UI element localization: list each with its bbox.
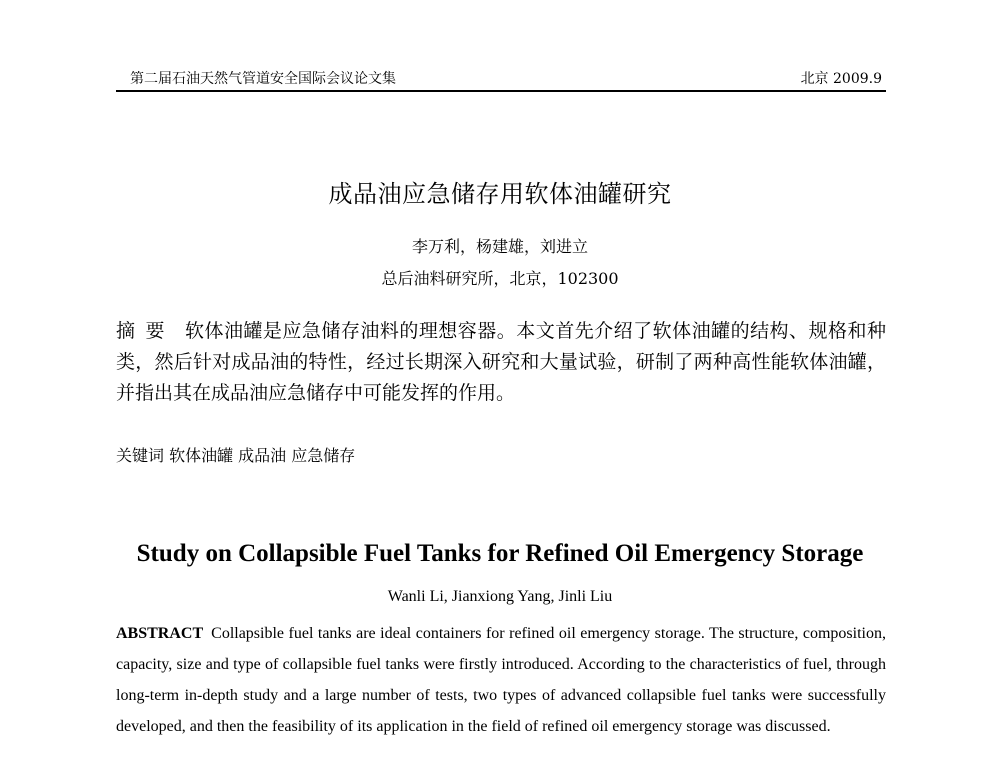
header-place-date: 北京 2009.9	[800, 71, 882, 87]
running-header	[116, 66, 886, 92]
chinese-affiliation: 总后油料研究所，北京，102300	[381, 269, 619, 288]
chinese-abstract-label: 摘要	[116, 320, 175, 342]
header-journal-title: 第二届石油天然气管道安全国际会议论文集	[130, 71, 396, 87]
english-title: Study on Collapsible Fuel Tanks for Refined Oil Emergency Storage	[136, 540, 864, 567]
chinese-abstract	[116, 316, 886, 409]
chinese-keywords: 关键词 软体油罐 成品油 应急储存	[116, 446, 356, 465]
english-abstract-text: Collapsible fuel tanks are ideal containers for refined oil emergency storage. The structure, composition, capacity, size and type of collapsible fuel tanks were firstly introduced. According to the characteristics of fuel, through long-term in-depth study and a large number of tests, two types of advanced collapsible fuel tanks were successfully developed, and then the feasibility of its application in the field of refined oil emergency storage was discussed.	[116, 625, 886, 735]
english-abstract-label: ABSTRACT	[116, 625, 204, 642]
chinese-title: 成品油应急储存用软体油罐研究	[328, 180, 672, 208]
english-authors: Wanli Li, Jianxiong Yang, Jinli Liu	[387, 588, 613, 605]
chinese-abstract-text: 软体油罐是应急储存油料的理想容器。本文首先介绍了软体油罐的结构、规格和种类，然后针对成品油的特性，经过长期深入研究和大量试验，研制了两种高性能软体油罐，并指出其在成品油应急储存中可能发挥的作用。	[116, 320, 886, 404]
chinese-authors: 李万利，杨建雄，刘进立	[411, 237, 588, 256]
english-abstract	[116, 618, 886, 742]
